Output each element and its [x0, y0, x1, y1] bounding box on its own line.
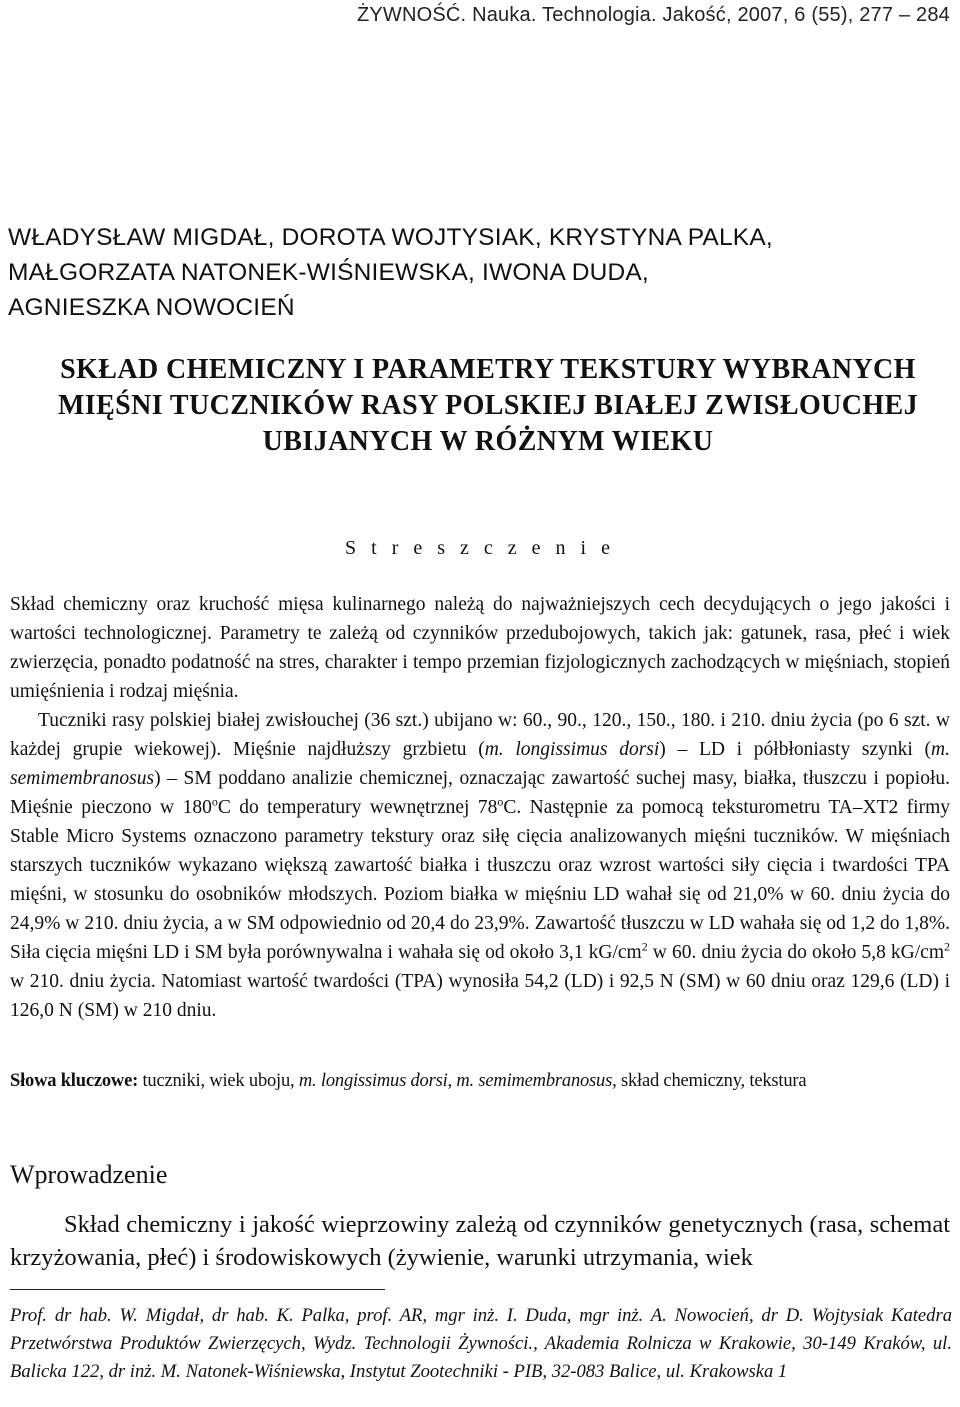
- section-heading-introduction: Wprowadzenie: [10, 1160, 168, 1189]
- superscript: 2: [944, 939, 950, 954]
- keywords-text: skład chemiczny, tekstura: [616, 1071, 807, 1091]
- author-line: MAŁGORZATA NATONEK-WIŚNIEWSKA, IWONA DUDA,: [8, 259, 649, 286]
- keywords-text: tuczniki, wiek uboju,: [138, 1071, 299, 1091]
- abstract-text: w 60. dniu życia do około 5,8 kG/cm: [647, 942, 944, 963]
- abstract-paragraph-2: [10, 706, 950, 1025]
- abstract-paragraph-1: Skład chemiczny oraz kruchość mięsa kulinarnego należą do najważniejszych cech decydujących o jego jakości i wartości technologicznej. Parametry te zależą od czynników przedubojowych, takich jak: gatunek, rasa, płeć i wiek zwierzęcia, ponadto podatność na stres, charakter i tempo przemian fizjologicznych zachodzących w mięśniach, stopień umięśnienia i rodzaj mięśnia.: [10, 594, 950, 702]
- author-line: AGNIESZKA NOWOCIEŃ: [8, 294, 295, 321]
- author-line: WŁADYSŁAW MIGDAŁ, DOROTA WOJTYSIAK, KRYSTYNA PALKA,: [8, 224, 773, 251]
- abstract-text: w 210. dniu życia. Natomiast wartość twardości (TPA) wynosiła 54,2 (LD) i 92,5 N (SM) w 60 dniu oraz 129,6 (LD) i 126,0 N (SM) w 210 dniu.: [10, 971, 950, 1021]
- introduction-text: Skład chemiczny i jakość wieprzowiny zależą od czynników genetycznych (rasa, schemat krzyżowania, płeć) i środowiskowych (żywienie, warunki utrzymania, wiek: [10, 1211, 950, 1271]
- keywords-latin: m. longissimus dorsi, m. semimembranosus,: [298, 1071, 617, 1091]
- abstract-text: C. Następnie za pomocą teksturometru TA–XT2 firmy Stable Micro Systems oznaczono parametry tekstury oraz siłę cięcia analizowanych mięśni tuczników. W mięśniach starszych tuczników wykazano większą zawartość białka i tłuszczu oraz wzrost wartości siły cięcia i twardości TPA mięśni, w stosunku do osobników młodszych. Poziom białka w mięśniu LD wahał się od 21,0% w 60. dniu życia do 24,9% w 210. dniu życia, a w SM odpowiednio od 20,4 do 23,9%. Zawartość tłuszczu w LD wahała się od 1,2 do 1,8%. Siła cięcia mięśni LD i SM była porównywalna i wahała się od około 3,1 kG/cm: [10, 797, 951, 963]
- article-title: [38, 352, 938, 460]
- abstract-text: Tuczniki rasy polskiej białej zwisłouchej (36 szt.) ubijano w: 60., 90., 120., 150., 180. i 210. dniu życia (po 6 szt. w każdej grupie wiekowej). Mięśnie najdłuższy grzbietu (: [10, 710, 950, 760]
- footnote-divider: [10, 1289, 385, 1290]
- keywords: [10, 1068, 950, 1094]
- abstract: [10, 590, 950, 1025]
- superscript: 2: [641, 939, 648, 954]
- latin-term: m. semimembranosus: [10, 739, 950, 789]
- journal-header: ŻYWNOŚĆ. Nauka. Technologia. Jakość, 2007, 6 (55), 277 – 284: [356, 4, 950, 26]
- superscript: o: [211, 794, 218, 809]
- title-line: UBIJANYCH W RÓŻNYM WIEKU: [262, 426, 714, 457]
- abstract-heading: S t r e s z c z e n i e: [345, 537, 615, 559]
- latin-term: m. longissimus dorsi: [484, 739, 660, 760]
- abstract-text: C do temperatury wewnętrznej 78: [217, 797, 498, 818]
- superscript: o: [497, 794, 504, 809]
- author-list: [8, 220, 953, 325]
- author-affiliation-footnote: Prof. dr hab. W. Migdał, dr hab. K. Palka, prof. AR, mgr inż. I. Duda, mgr inż. A. Nowocień, dr D. Wojtysiak Katedra Przetwórstwa Produktów Zwierzęcych, Wydz. Technologii Żywności., Akademia Rolnicza w Krakowie, 30-149 Kraków, ul. Balicka 122, dr inż. M. Natonek-Wiśniewska, Instytut Zootechniki - PIB, 32-083 Balice, ul. Krakowska 1: [10, 1305, 952, 1382]
- abstract-text: ) – LD i półbłoniasty szynki (: [659, 739, 932, 760]
- abstract-text: ) – SM poddano analizie chemicznej, oznaczając zawartość suchej masy, białka, tłuszczu i popiołu. Mięśnie pieczono w 180: [10, 768, 950, 818]
- keywords-label: Słowa kluczowe:: [10, 1071, 139, 1091]
- title-line: SKŁAD CHEMICZNY I PARAMETRY TEKSTURY WYBRANYCH: [60, 354, 916, 385]
- title-line: MIĘŚNI TUCZNIKÓW RASY POLSKIEJ BIAŁEJ ZWISŁOUCHEJ: [57, 390, 919, 421]
